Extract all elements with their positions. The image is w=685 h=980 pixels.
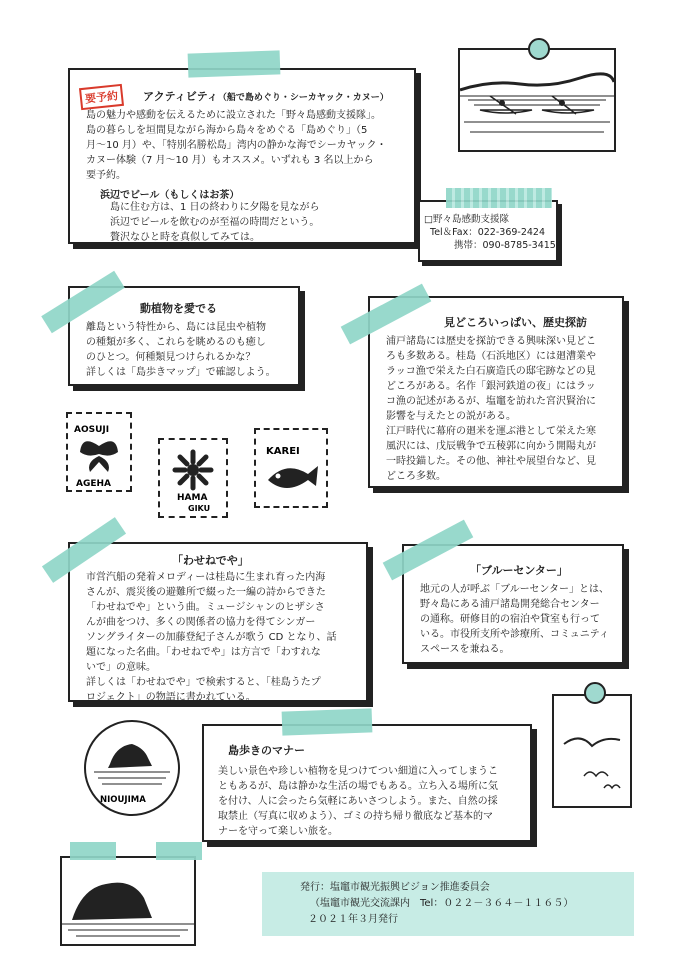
bluecenter-title: 「ブルーセンター」 [470, 564, 568, 577]
tape [446, 188, 552, 208]
reservation-badge: 要予約 [79, 84, 124, 110]
pin [584, 682, 606, 704]
beer-body: 島に住む方は、1 日の終わりに夕陽を見ながら 浜辺でビールを飲むのが至福の時間だという。 贅沢なひと時を真似してみては。 [110, 202, 320, 243]
stamp-label: KAREI [266, 446, 300, 457]
stamp-label: HAMA [177, 493, 208, 503]
tape [156, 842, 202, 860]
nioujima-illustration [84, 720, 180, 816]
tape [188, 50, 281, 77]
birds-sketch [552, 694, 632, 808]
beer-title: 浜辺でビール（もしくはお茶） [100, 190, 240, 201]
wasenede-body: 市営汽船の発着メロディーは桂島に生まれ育った内海 さんが、震災後の避難所で綴った一編の詩からできた 「わせねでや」という曲。ミュージシャンのヒザシさ んが曲をつけ、多くの関係者の協力を得てシンガー ソングライターの加藤登紀子さんが歌う CD となり、話 題になった名曲。「わせねでや」は方言で「わすれな いで」の意味。 詳しくは「わせねでや」で検索すると、「桂島うたプ ロジェクト」の物語に書かれている。 [86, 572, 337, 703]
manners-body: 美しい景色や珍しい植物を見つけてつい細道に入ってしまうこ ともあるが、島は静かな生活の場でもある。立ち入る場所に気 を付け、人に会ったら気軽にあいさつしよう。また、自然の採 取禁止（写真に収めよう）、ゴミの持ち帰り徹底など基本的マ ナーを守って楽しい旅を。 [218, 766, 498, 837]
activity-body: 島の魅力や感動を伝えるために設立された「野々島感動支援隊」。 島の暮らしを垣間見ながら海から島々をめぐる「島めぐり」（5 月〜10 月）や、「特別名勝松島」湾内の静かな海でシーカヤック・ カヌー体験（7 月〜10 月）もオススメ。いずれも 3 名以上から 要予約。 [86, 110, 387, 181]
stamp-label: AGEHA [76, 479, 111, 489]
pin [528, 38, 550, 60]
contact-info: □野々島感動支援隊 Tel＆Fax：022-369-2424 携帯：090-8785-3415 [424, 214, 556, 251]
history-body: 浦戸諸島には歴史を探訪できる興味深い見どこ ろも多数ある。桂島（石浜地区）には廻漕業や ラッコ漁で栄えた白石廣造氏の邸宅跡などの見 どころがある。名作「銀河鉄道の夜」にはラッ コ漁の記述があるが、塩竈を訪れた宮沢賢治に 影響を与えたとの説がある。 江戸時代に幕府の廻米を運ぶ港として栄えた寒 風沢には、戊辰戦争で五稜郭に向かう開陽丸が 一時投錨した。その他、神社や展望台など、見 どころ多数。 [386, 336, 596, 482]
island-sketch [60, 856, 196, 946]
tape [70, 842, 116, 860]
flounder-stamp [254, 428, 328, 508]
activity-title: アクティビティ（船で島めぐり・シーカヤック・カヌー） [143, 90, 389, 103]
tape [282, 708, 373, 735]
manners-title: 島歩きのマナー [228, 744, 305, 757]
plants-title: 動植物を愛でる [140, 302, 217, 315]
stamp-label: GIKU [188, 504, 211, 513]
plants-body: 離島という特性から、島には昆虫や植物 の種類が多く、これらを眺めるのも癒し のひとつ。何種類見つけられるかな？ 詳しくは「島歩きマップ」で確認しよう。 [86, 322, 276, 378]
nioujima-label: NIOUJIMA [100, 795, 146, 805]
history-title: 見どころいっぱい、歴史探訪 [444, 316, 587, 329]
flower-stamp [158, 438, 228, 518]
footer-info: 発行：塩竈市観光振興ビジョン推進委員会 （塩竈市観光交流課内 Tel：０２２－３６４－１１６５） ２０２１年３月発行 [300, 882, 574, 925]
wasenede-title: 「わせねでや」 [172, 554, 249, 567]
stamp-label: AOSUJI [74, 425, 110, 435]
bluecenter-body: 地元の人が呼ぶ「ブルーセンター」とは、 野々島にある浦戸諸島開発総合センター の通称。研修目的の宿泊や貸室も行って いる。市役所支所や診療所、コミュニティ スペースを兼ねる。 [420, 584, 609, 655]
kayak-sketch [458, 48, 616, 152]
butterfly-stamp [66, 412, 132, 492]
